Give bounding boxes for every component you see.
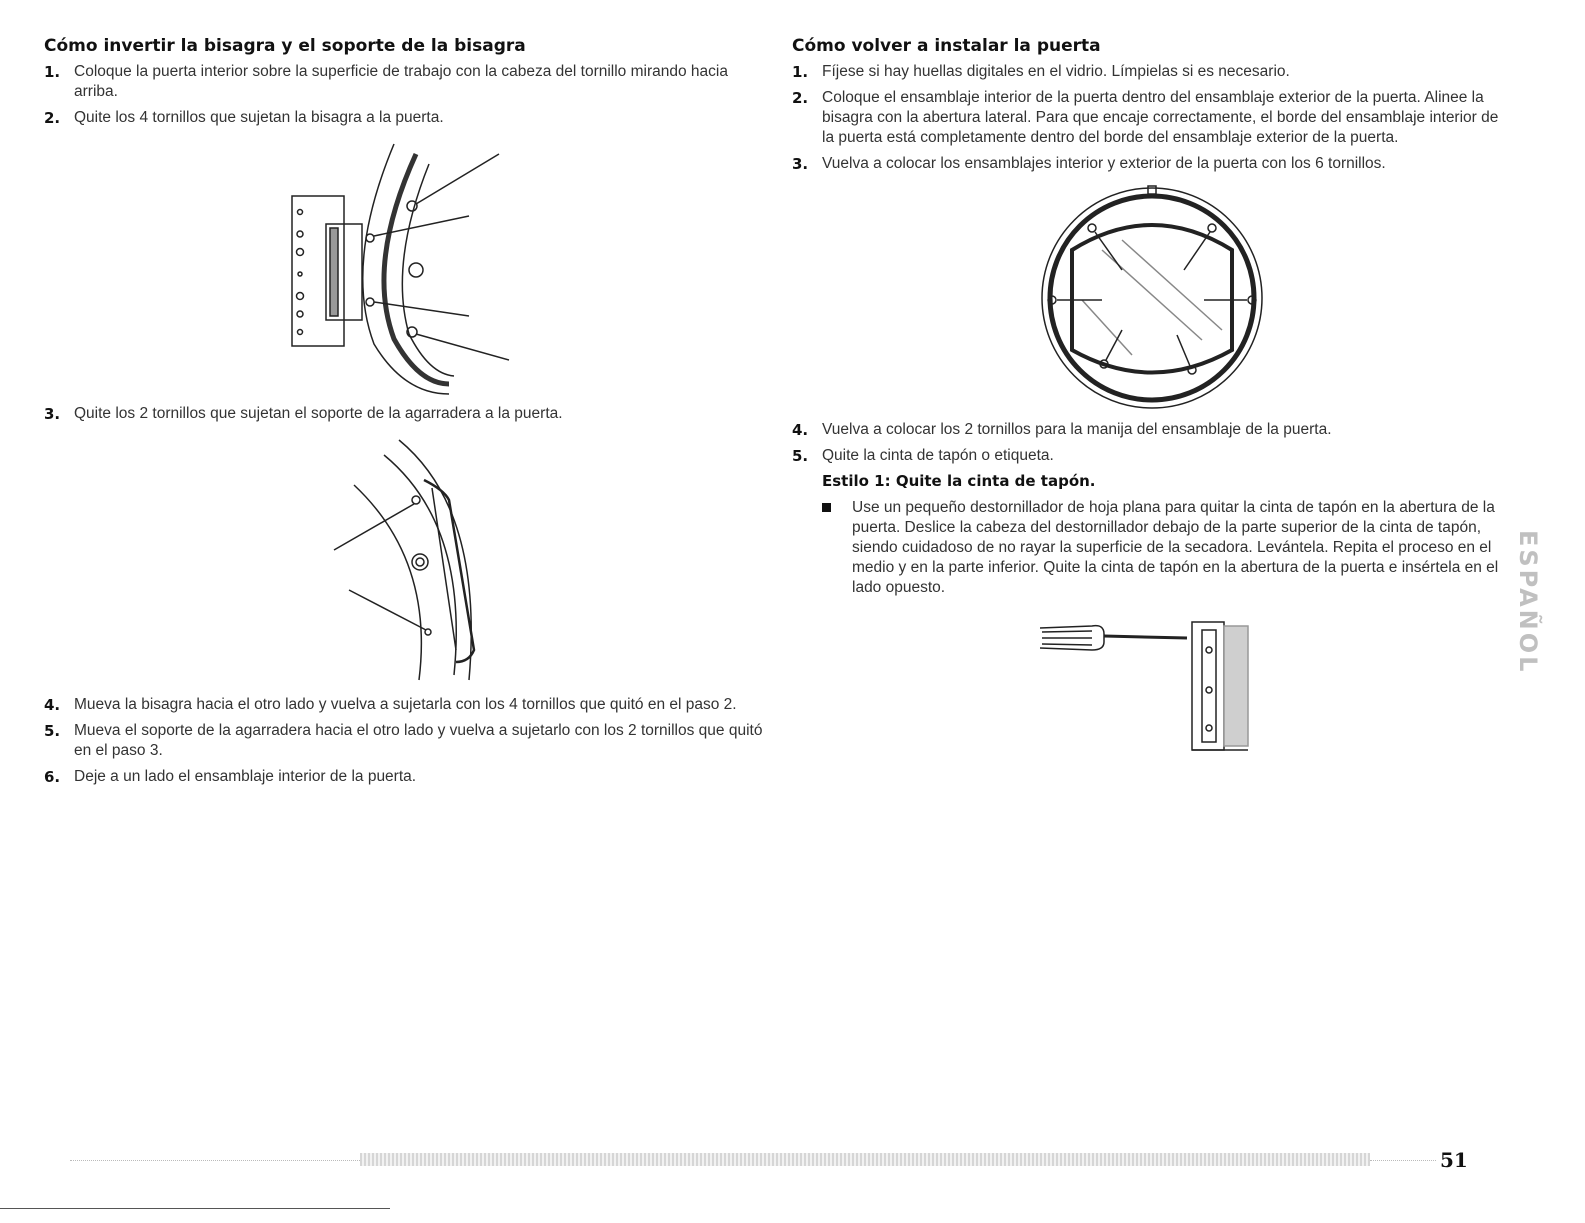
step-text: Mueva la bisagra hacia el otro lado y vuelva a sujetarla con los 4 tornillos que quitó en el paso 2. [74, 696, 737, 713]
step-number: 2. [792, 89, 809, 107]
left-column [44, 36, 764, 793]
bullet-item [792, 498, 1504, 598]
step-text: Vuelva a colocar los 2 tornillos para la manija del ensamblaje de la puerta. [822, 421, 1332, 438]
step-item [44, 62, 764, 102]
step-item [792, 446, 1504, 466]
handle-bracket-illustration [44, 430, 764, 695]
bullet-text: Use un pequeño destornillador de hoja plana para quitar la cinta de tapón en la abertura de la puerta. Deslice la cabeza del destornillador debajo de la parte superior de la cinta de tapón, siendo cuidadoso de no rayar la superficie de la secadora. Levántela. Repita el proceso en el medio y en la parte inferior. Quite la cinta de tapón en la abertura de la puerta e insértela en el lado opuesto. [852, 499, 1499, 596]
bottom-rule [0, 1208, 390, 1209]
step-number: 4. [44, 696, 61, 714]
step-number: 6. [44, 768, 61, 786]
step-number: 3. [792, 155, 809, 173]
step-item [792, 88, 1504, 148]
footer-band [360, 1153, 1370, 1166]
step-item [44, 767, 764, 787]
step-text: Quite la cinta de tapón o etiqueta. [822, 447, 1054, 464]
step-number: 3. [44, 405, 61, 423]
step-item [792, 154, 1504, 174]
section-heading-reinstall-door: Cómo volver a instalar la puerta [792, 36, 1101, 56]
step-text: Vuelva a colocar los ensamblajes interior y exterior de la puerta con los 6 tornillos. [822, 155, 1386, 172]
step-number: 1. [792, 63, 809, 81]
step-text: Quite los 4 tornillos que sujetan la bisagra a la puerta. [74, 109, 444, 126]
step-number: 5. [44, 722, 61, 740]
step-item [44, 108, 764, 128]
step-item [792, 62, 1504, 82]
step-text: Deje a un lado el ensamblaje interior de la puerta. [74, 768, 417, 785]
step-number: 1. [44, 63, 61, 81]
door-assembly-illustration [792, 180, 1504, 420]
bullet-square-icon [822, 503, 831, 512]
style-1-subheading: Estilo 1: Quite la cinta de tapón. [822, 472, 1096, 490]
hinge-screws-illustration [44, 134, 764, 404]
screwdriver-illustration [792, 598, 1504, 758]
step-number: 4. [792, 421, 809, 439]
step-item [44, 721, 764, 761]
step-text: Coloque el ensamblaje interior de la puerta dentro del ensamblaje exterior de la puerta. Alinee la bisagra con la abertura lateral. Para que encaje correctamente, el borde del ensamblaje interior de la puerta está completamente dentro del borde del ensamblaje exterior de la puerta. [822, 89, 1499, 146]
page-number: 51 [1440, 1148, 1468, 1172]
right-column [792, 36, 1504, 758]
step-number: 5. [792, 447, 809, 465]
footer-dotted-rule [70, 1160, 360, 1161]
language-side-tab: ESPAÑOL [1514, 530, 1542, 675]
section-heading-reverse-hinge: Cómo invertir la bisagra y el soporte de la bisagra [44, 36, 526, 56]
step-text: Coloque la puerta interior sobre la superficie de trabajo con la cabeza del tornillo mirando hacia arriba. [74, 63, 728, 100]
step-item [44, 695, 764, 715]
step-number: 2. [44, 109, 61, 127]
step-text: Fíjese si hay huellas digitales en el vidrio. Límpielas si es necesario. [822, 63, 1290, 80]
step-item [44, 404, 764, 424]
footer-dotted-rule [1370, 1160, 1436, 1161]
step-text: Mueva el soporte de la agarradera hacia el otro lado y vuelva a sujetarlo con los 2 tornillos que quitó en el paso 3. [74, 722, 763, 759]
step-item [792, 420, 1504, 440]
step-text: Quite los 2 tornillos que sujetan el soporte de la agarradera a la puerta. [74, 405, 563, 422]
